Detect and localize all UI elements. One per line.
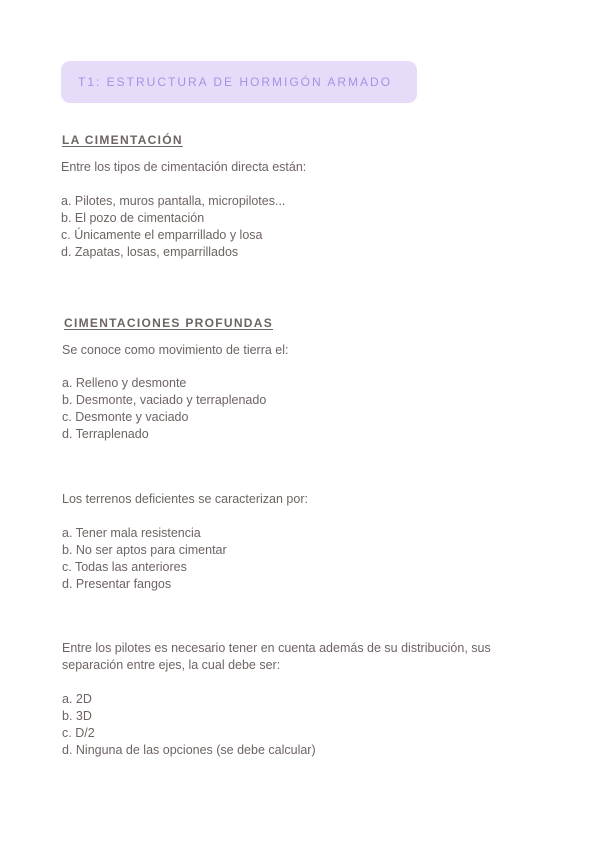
question-3-option-a: a. Tener mala resistencia bbox=[62, 526, 201, 540]
question-4-option-d: d. Ninguna de las opciones (se debe calcular) bbox=[62, 743, 316, 757]
question-4-text: Entre los pilotes es necesario tener en cuenta además de su distribución, sus separación entre ejes, la cual debe ser: bbox=[62, 641, 491, 672]
section-heading-cimentaciones-profundas: CIMENTACIONES PROFUNDAS bbox=[64, 316, 274, 330]
question-1-text: Entre los tipos de cimentación directa están: bbox=[61, 160, 307, 174]
question-2-option-c: c. Desmonte y vaciado bbox=[62, 410, 189, 424]
question-4-options bbox=[62, 691, 316, 759]
question-2-options bbox=[62, 375, 266, 443]
question-1-option-d: d. Zapatas, losas, emparrillados bbox=[61, 245, 239, 259]
question-4-option-c: c. D/2 bbox=[62, 726, 95, 740]
question-4-option-a: a. 2D bbox=[62, 692, 92, 706]
page-title: T1: ESTRUCTURA DE HORMIGÓN ARMADO bbox=[61, 61, 417, 103]
question-2-option-b: b. Desmonte, vaciado y terraplenado bbox=[62, 393, 267, 407]
question-2-text: Se conoce como movimiento de tierra el: bbox=[62, 343, 289, 357]
question-4-option-b: b. 3D bbox=[62, 709, 92, 723]
question-2-option-d: d. Terraplenado bbox=[62, 427, 149, 441]
question-1-options bbox=[61, 193, 285, 261]
question-3-options bbox=[62, 525, 227, 593]
question-1-option-b: b. El pozo de cimentación bbox=[61, 211, 205, 225]
question-3-text: Los terrenos deficientes se caracterizan por: bbox=[62, 492, 308, 506]
question-3-option-d: d. Presentar fangos bbox=[62, 577, 172, 591]
question-1-option-c: c. Únicamente el emparrillado y losa bbox=[61, 228, 263, 242]
question-1-option-a: a. Pilotes, muros pantalla, micropilotes... bbox=[61, 194, 286, 208]
question-3-option-c: c. Todas las anteriores bbox=[62, 560, 187, 574]
section-heading-cimentacion: LA CIMENTACIÓN bbox=[62, 133, 183, 147]
question-3-option-b: b. No ser aptos para cimentar bbox=[62, 543, 227, 557]
question-2-option-a: a. Relleno y desmonte bbox=[62, 376, 187, 390]
